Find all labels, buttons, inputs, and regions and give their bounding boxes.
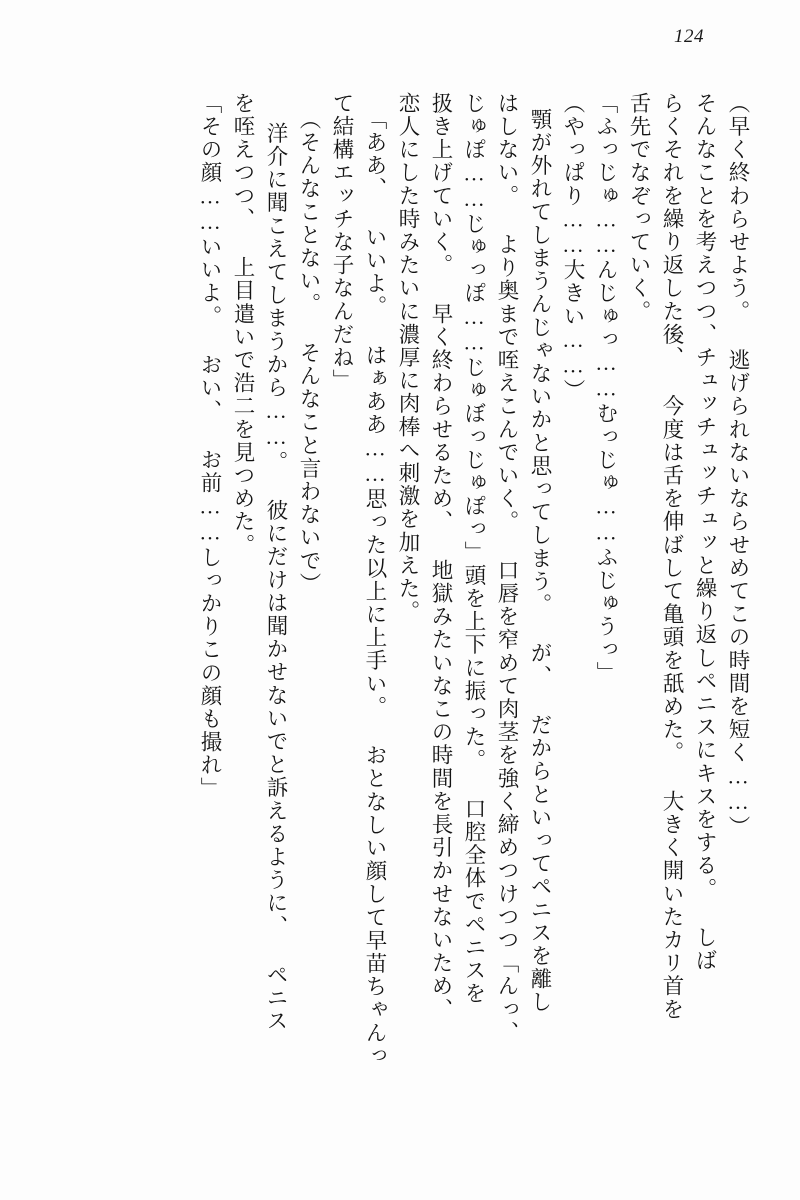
text-line: 顎が外れてしまうんじゃないかと思ってしまう。 が、 だからといってペニスを離し <box>528 108 552 1014</box>
text-line: らくそれを繰り返した後、 今度は舌を伸ばして亀頭を舐めた。 大きく開いたカリ首を <box>660 92 684 1021</box>
text-line: 「ああ、 いいよ。 はぁああ……思った以上に上手い。 おとなしい顔して早苗ちゃんっ <box>363 108 387 1068</box>
text-line: （そんなことない。 そんなこと言わないで） <box>297 108 321 596</box>
text-line: （やっぱり……大きい……） <box>561 92 585 403</box>
text-line: を咥えつつ、 上目遣いで浩二を見つめた。 <box>231 92 255 557</box>
text-line: 洋介に聞こえてしまうから……。 彼にだけは聞かせないでと訴えるように、 ペニス <box>264 122 288 1033</box>
text-line: そんなことを考えつつ、チュッチュッチュッと繰り返しペニスにキスをする。 しば <box>693 92 717 973</box>
text-line: 舌先でなぞっていく。 <box>627 92 651 323</box>
text-line: じゅぽ……じゅっぽ……じゅぼっじゅぽっ」頭を上下に振った。 口腔全体でペニスを <box>462 92 486 1006</box>
vertical-text-body <box>52 92 748 1102</box>
text-line: 扱き上げていく。 早く終わらせるため、 地獄みたいなこの時間を長引かせないため、 <box>429 92 453 1021</box>
text-line: 恋人にした時みたいに濃厚に肉棒へ刺激を加えた。 <box>396 92 420 624</box>
text-line: 「ふっじゅ……んじゅっ……むっじゅ……ふじゅうっ」 <box>594 92 618 685</box>
text-line: て結構エッチな子なんだね」 <box>330 92 354 393</box>
text-line: はしない。 より奥まで咥えこんでいく。 口唇を窄めて肉茎を強く締めつけつつ「んっ、 <box>495 92 519 1045</box>
text-line: 「その顔……いいよ。 おい、 お前……しっかりこの顔も撮れ」 <box>198 92 222 800</box>
text-line: （早く終わらせよう。 逃げられないならせめてこの時間を短く……） <box>726 92 750 839</box>
page-number: 124 <box>674 26 704 47</box>
